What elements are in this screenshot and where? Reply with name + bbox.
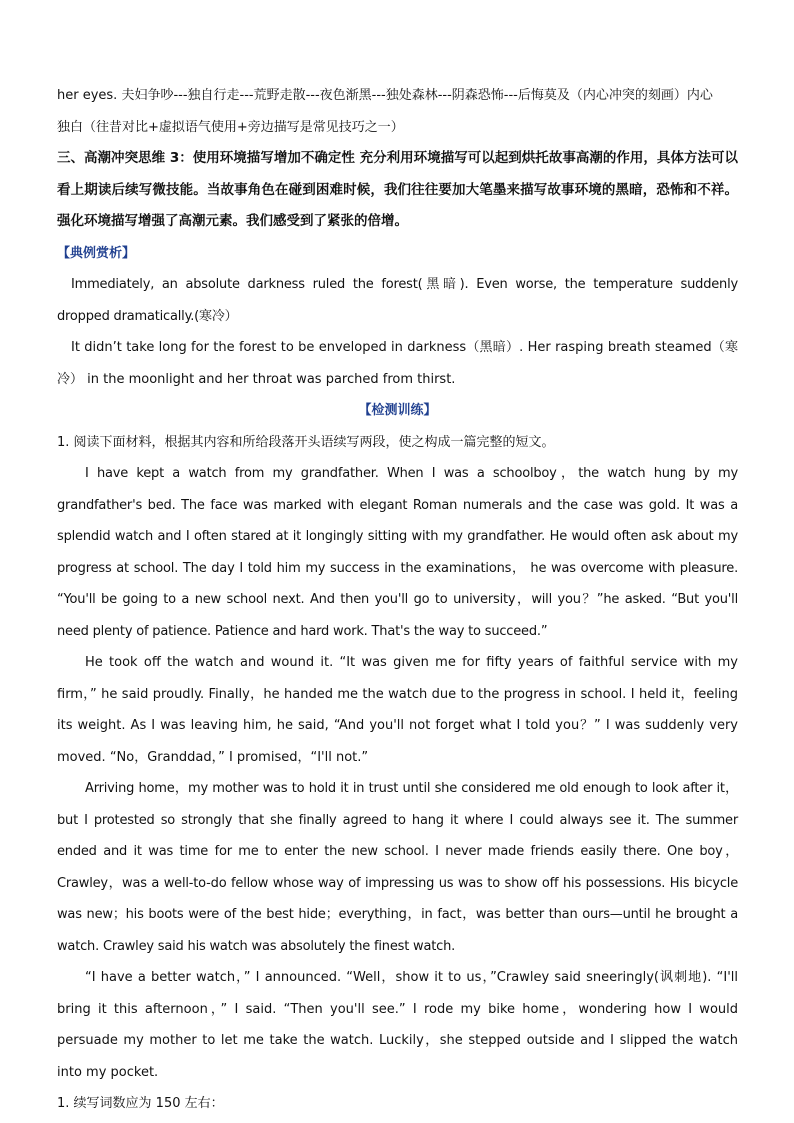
section-3-heading: 三、高潮冲突思维 3：使用环境描写增加不确定性 充分利用环境描写可以起到烘托故事高潮的作用，具体方法可以看上期读后续写微技能。当故事角色在碰到困难时候，我们往往要加大笔墨来描写故事环境的黑暗，恐怖和不祥。强化环境描写增强了高潮元素。我们感受到了紧张的倍增。	[57, 150, 738, 229]
word-count-note: 1. 续写词数应为 150 左右：	[57, 1096, 224, 1111]
paragraph-4: “I have a better watch，” I announced. “Well，show it to us，”Crawley said sneeringly(讽刺地). “I'll bring it this afternoon，” I said. “Then you'll see.” I rode my bike home，wondering how I would persuade my mother to let me take the watch. Luckily，she stepped outside and I slipped the watch into my pocket.	[57, 970, 738, 1080]
paragraph-3: Arriving home，my mother was to hold it in trust until she considered me old enough to look after it，but I protested so strongly that she finally agreed to hang it where I could always see it. The summer ended and it was time for me to enter the new school. I never made friends easily there. One boy，Crawley，was a well-to-do fellow whose way of impressing us was to show off his possessions. His bicycle was new；his boots were of the best hide；everything，in fact，was better than ours—until he brought a watch. Crawley said his watch was absolutely the finest watch.	[57, 781, 738, 954]
practice-tag: 【检测训练】	[358, 403, 437, 418]
question-prompt: 1. 阅读下面材料，根据其内容和所给段落开头语续写两段，使之构成一篇完整的短文。	[57, 434, 555, 450]
document-body	[57, 80, 738, 1120]
example-sentence-2: It didn’t take long for the forest to be enveloped in darkness（黑暗）. Her rasping breath steamed（寒冷） in the moonlight and her throat was parched from thirst.	[57, 340, 738, 387]
example-sentence-1: Immediately, an absolute darkness ruled the forest(黑暗). Even worse, the temperature suddenly dropped dramatically.(寒冷）	[57, 277, 738, 324]
example-tag: 【典例赏析】	[57, 245, 136, 261]
paragraph-2: He took off the watch and wound it. “It was given me for fifty years of faithful service with my firm，” he said proudly. Finally，he handed me the watch due to the progress in school. I held it，feeling its weight. As I was leaving him, he said, “And you'll not forget what I told you？” I was suddenly very moved. “No，Granddad，” I promised，“I'll not.”	[57, 655, 738, 765]
paragraph-1: I have kept a watch from my grandfather. When I was a schoolboy，the watch hung by my grandfather's bed. The face was marked with elegant Roman numerals and the case was gold. It was a splendid watch and I often stared at it longingly sitting with my grandfather. He would often ask about my progress at school. The day I told him my success in the examinations， he was overcome with pleasure. “You'll be going to a new school next. And then you'll go to university，will you？”he asked. “But you'll need plenty of patience. Patience and hard work. That's the way to succeed.”	[57, 466, 738, 639]
intro-line-2: 独白（往昔对比+虚拟语气使用+旁边描写是常见技巧之一）	[57, 119, 404, 135]
intro-line-1: her eyes. 夫妇争吵---独自行走---荒野走散---夜色渐黑---独处森林---阴森恐怖---后悔莫及（内心冲突的刻画）内心	[57, 88, 713, 103]
